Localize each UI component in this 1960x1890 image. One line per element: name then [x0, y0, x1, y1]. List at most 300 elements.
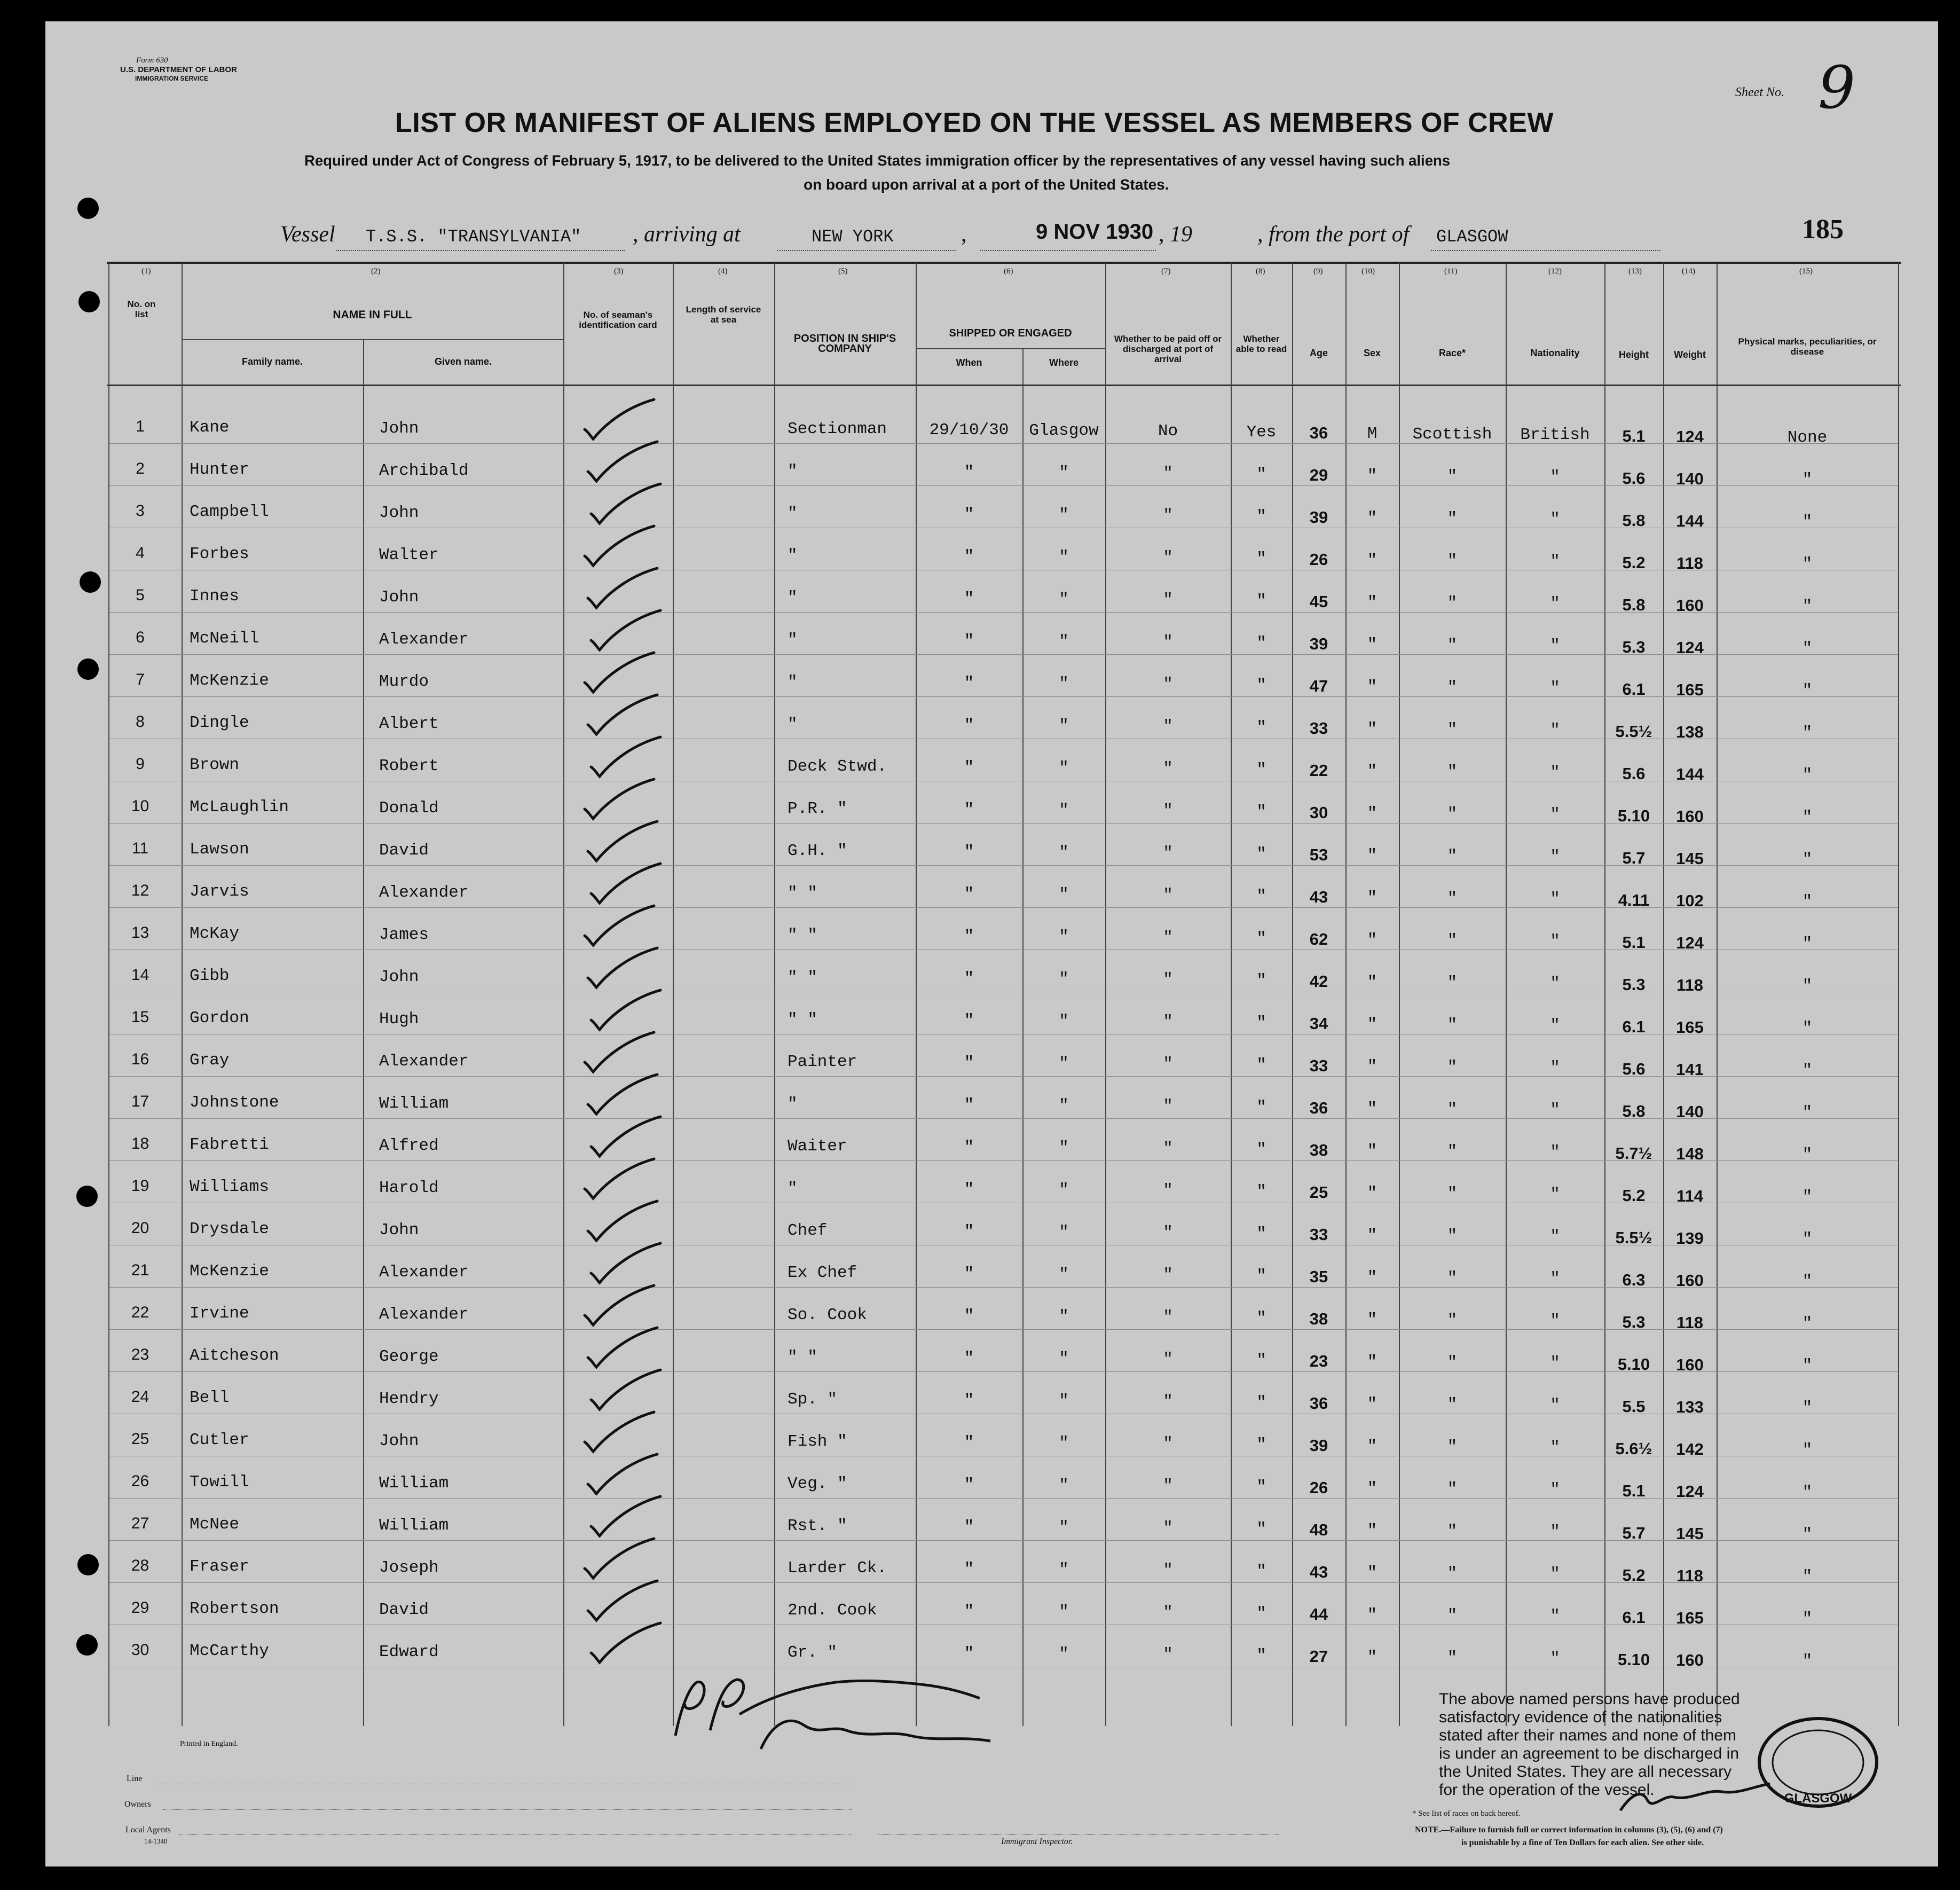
age: 39	[1309, 634, 1328, 653]
able-to-read: "	[1256, 1436, 1266, 1454]
height: 5.8	[1622, 595, 1646, 614]
height: 5.10	[1617, 806, 1650, 825]
col-line	[563, 263, 564, 1726]
service: IMMIGRATION SERVICE	[135, 75, 208, 82]
shipped-where: "	[1059, 801, 1069, 820]
sex: "	[1367, 804, 1377, 823]
nationality: British	[1520, 426, 1590, 444]
check-mark-icon	[579, 1282, 659, 1330]
weight: 148	[1676, 1144, 1704, 1163]
nationality: "	[1550, 890, 1560, 908]
weight: 145	[1676, 1524, 1704, 1543]
header-weight: Weight	[1674, 349, 1706, 360]
shipped-when: "	[964, 1180, 974, 1199]
paid-off: "	[1163, 928, 1173, 947]
height: 5.5½	[1615, 722, 1652, 741]
sex: "	[1367, 889, 1377, 907]
header-bottom-rule	[107, 385, 1901, 386]
family-name: Williams	[190, 1178, 269, 1196]
position: "	[788, 715, 798, 734]
subtitle-line-1: Required under Act of Congress of February 5, 1917, to be delivered to the United States immigration officer by the representatives of any vessel having such aliens	[304, 152, 1451, 169]
certificate-line: satisfactory evidence of the nationalities	[1439, 1708, 1722, 1726]
arriving-label: , arriving at	[633, 222, 741, 247]
row-number: 13	[131, 924, 149, 942]
race: "	[1447, 1353, 1458, 1372]
nationality: "	[1550, 552, 1560, 571]
shipped-where: "	[1059, 464, 1069, 482]
shipped-when: "	[964, 590, 974, 608]
family-name: Dingle	[190, 713, 249, 732]
shipped-where: "	[1059, 1181, 1069, 1199]
given-name: Donald	[379, 799, 439, 818]
col-number: (5)	[838, 267, 848, 276]
weight: 118	[1676, 1566, 1703, 1585]
physical-marks: "	[1802, 1314, 1813, 1333]
col-line	[182, 263, 183, 1726]
col-number: (12)	[1548, 267, 1562, 276]
punch-hole	[78, 291, 100, 312]
position: "	[788, 631, 798, 649]
row-number: 18	[131, 1135, 149, 1152]
check-mark-icon	[579, 903, 659, 951]
paid-off: "	[1163, 1224, 1173, 1242]
given-name: Hugh	[379, 1010, 419, 1029]
punch-hole	[76, 1186, 98, 1207]
position: Sp. "	[788, 1390, 838, 1409]
arriving-underline	[777, 250, 956, 251]
check-mark-icon	[583, 1198, 663, 1246]
able-to-read: "	[1256, 1562, 1266, 1581]
nationality: "	[1550, 1227, 1560, 1246]
able-to-read: "	[1256, 1520, 1266, 1539]
weight: 124	[1676, 638, 1704, 657]
given-name: Alexander	[379, 1305, 469, 1324]
header-where: Where	[1049, 357, 1079, 368]
sex: "	[1367, 1564, 1377, 1582]
weight: 140	[1676, 469, 1704, 488]
header-nationality: Nationality	[1530, 348, 1580, 358]
race: "	[1447, 1142, 1458, 1161]
race: "	[1447, 552, 1458, 570]
sex: "	[1367, 593, 1377, 612]
family-name: McNee	[190, 1515, 240, 1534]
agents-label: Local Agents	[125, 1825, 171, 1834]
physical-marks: "	[1802, 892, 1813, 911]
position: G.H. "	[788, 842, 847, 860]
sex: "	[1367, 1395, 1377, 1414]
position: " "	[788, 1348, 817, 1367]
shipped-where: "	[1059, 928, 1069, 946]
sex: "	[1367, 678, 1377, 696]
able-to-read: "	[1256, 718, 1266, 737]
weight: 165	[1676, 1609, 1704, 1627]
race: "	[1447, 763, 1458, 781]
nationality: "	[1550, 1607, 1560, 1626]
row-number: 22	[131, 1304, 149, 1321]
shipped-where: "	[1059, 970, 1069, 989]
form-code: 14-1340	[144, 1837, 168, 1845]
position: "	[788, 1095, 798, 1113]
physical-marks: "	[1802, 1272, 1813, 1291]
sex: "	[1367, 846, 1377, 865]
paid-off: "	[1163, 591, 1173, 609]
position: "	[788, 1179, 798, 1198]
shipped-where: "	[1059, 1645, 1069, 1664]
weight: 142	[1676, 1440, 1704, 1458]
able-to-read: "	[1256, 887, 1266, 906]
position: Gr. "	[788, 1643, 838, 1662]
check-mark-icon	[586, 734, 666, 782]
header-sex: Sex	[1363, 348, 1381, 358]
physical-marks: "	[1802, 1356, 1813, 1375]
shipped-where: "	[1059, 1139, 1069, 1157]
nationality: "	[1550, 848, 1560, 866]
shipped-where: "	[1059, 843, 1069, 862]
shipped-where: "	[1059, 675, 1069, 693]
given-name: Alfred	[379, 1136, 439, 1155]
weight: 124	[1676, 427, 1704, 446]
shipped-where: "	[1059, 1518, 1069, 1537]
nationality: "	[1550, 679, 1560, 697]
paid-off: "	[1163, 1139, 1173, 1158]
able-to-read: "	[1256, 971, 1266, 990]
height: 5.7	[1622, 849, 1646, 867]
position: Waiter	[788, 1137, 847, 1156]
shipped-when: "	[964, 1518, 974, 1536]
able-to-read: Yes	[1246, 423, 1277, 442]
position: Veg. "	[788, 1475, 847, 1493]
family-name: Cutler	[190, 1431, 249, 1449]
paid-off: "	[1163, 506, 1173, 525]
paid-off: "	[1163, 1097, 1173, 1116]
nationality: "	[1550, 1396, 1560, 1415]
race: "	[1447, 1438, 1458, 1456]
age: 33	[1309, 719, 1328, 738]
check-mark-icon	[579, 1029, 659, 1077]
given-name: William	[379, 1094, 449, 1113]
paid-off: "	[1163, 886, 1173, 905]
punch-hole	[77, 198, 99, 219]
nationality: "	[1550, 974, 1560, 993]
header-marks: Physical marks, peculiarities, or disease	[1738, 336, 1877, 357]
able-to-read: "	[1256, 634, 1266, 653]
col-number: (10)	[1361, 267, 1375, 276]
sex: M	[1367, 425, 1377, 443]
shipped-when: "	[964, 1602, 974, 1621]
paid-off: "	[1163, 1519, 1173, 1538]
col-number: (11)	[1444, 267, 1458, 276]
given-name: John	[379, 419, 419, 438]
weight: 144	[1676, 512, 1704, 530]
sex: "	[1367, 931, 1377, 950]
shipped-where: "	[1059, 1434, 1069, 1453]
row-number: 4	[136, 544, 145, 562]
sex: "	[1367, 1015, 1377, 1034]
able-to-read: "	[1256, 550, 1266, 568]
shipped-where: "	[1059, 1223, 1069, 1242]
sex: "	[1367, 1184, 1377, 1203]
able-to-read: "	[1256, 1056, 1266, 1075]
given-name: David	[379, 1601, 429, 1619]
race: "	[1447, 1185, 1458, 1203]
weight: 124	[1676, 934, 1704, 952]
weight: 144	[1676, 765, 1704, 783]
header-race: Race*	[1438, 348, 1466, 358]
family-name: Hunter	[190, 460, 249, 479]
race: "	[1447, 1649, 1458, 1667]
header-seaman-card: No. of seaman's identification card	[579, 310, 657, 330]
weight: 141	[1676, 1060, 1704, 1079]
height: 6.1	[1622, 680, 1646, 699]
able-to-read: "	[1256, 929, 1266, 948]
col-line	[916, 263, 917, 1726]
family-name: Johnstone	[190, 1093, 279, 1112]
shipped-where: Glasgow	[1029, 421, 1099, 440]
shipped-when: "	[964, 505, 974, 524]
sex: "	[1367, 1479, 1377, 1498]
physical-marks: "	[1802, 1525, 1813, 1544]
shipped-when: "	[964, 1476, 974, 1494]
paid-off: "	[1163, 675, 1173, 694]
row-number: 29	[131, 1599, 149, 1617]
check-mark-icon	[586, 607, 666, 655]
vessel-underline	[336, 250, 625, 251]
shipped-where: "	[1059, 1476, 1069, 1495]
shipped-when: "	[964, 716, 974, 735]
paid-off: "	[1163, 633, 1173, 652]
age: 36	[1309, 1394, 1328, 1413]
age: 34	[1309, 1014, 1328, 1033]
check-mark-icon	[586, 1113, 666, 1162]
weight: 165	[1676, 680, 1704, 699]
race: "	[1447, 720, 1458, 739]
shipped-when: "	[964, 801, 974, 819]
shipped-when: "	[964, 547, 974, 566]
family-name: Drysdale	[190, 1220, 269, 1238]
race: "	[1447, 1100, 1458, 1119]
position: Chef	[788, 1221, 828, 1240]
row-number: 30	[131, 1641, 149, 1659]
paid-off: "	[1163, 1266, 1173, 1284]
family-name: McCarthy	[190, 1642, 269, 1660]
date-underline	[980, 250, 1156, 251]
given-name: Edward	[379, 1643, 439, 1661]
height: 5.7	[1622, 1524, 1646, 1542]
weight: 118	[1676, 1313, 1703, 1332]
form-number: Form 630	[136, 56, 168, 65]
printed-note: Printed in England.	[180, 1740, 238, 1748]
certificate-line: stated after their names and none of them	[1439, 1727, 1737, 1744]
race: "	[1447, 847, 1458, 866]
able-to-read: "	[1256, 1182, 1266, 1201]
able-to-read: "	[1256, 1351, 1266, 1370]
nationality: "	[1550, 1480, 1560, 1499]
row-number: 14	[131, 966, 149, 984]
race: "	[1447, 1564, 1458, 1583]
header-paid-off: Whether to be paid off or discharged at port of arrival	[1114, 334, 1222, 364]
header-age: Age	[1309, 348, 1328, 358]
paid-off: "	[1163, 802, 1173, 820]
row-number: 20	[131, 1219, 149, 1237]
family-name: Irvine	[190, 1304, 249, 1323]
sex: "	[1367, 467, 1377, 485]
weight: 118	[1676, 554, 1703, 573]
race: "	[1447, 1269, 1458, 1288]
age: 42	[1309, 972, 1328, 991]
row-number: 5	[136, 586, 145, 604]
nationality: "	[1550, 1143, 1560, 1162]
able-to-read: "	[1256, 1014, 1266, 1032]
check-mark-icon	[586, 860, 666, 908]
weight: 124	[1676, 1482, 1704, 1501]
sex: "	[1367, 720, 1377, 739]
nationality: "	[1550, 1523, 1560, 1541]
weight: 145	[1676, 849, 1704, 868]
paid-off: No	[1158, 422, 1178, 441]
able-to-read: "	[1256, 1225, 1266, 1243]
weight: 114	[1676, 1187, 1703, 1205]
able-to-read: "	[1256, 1646, 1266, 1665]
given-name: Alexander	[379, 883, 469, 902]
check-mark-icon	[586, 1493, 666, 1541]
height: 5.6½	[1615, 1439, 1652, 1458]
race: "	[1447, 1606, 1458, 1625]
position: Deck Stwd.	[788, 757, 887, 776]
paid-off: "	[1163, 464, 1173, 483]
row-number: 16	[131, 1050, 149, 1068]
physical-marks: "	[1802, 808, 1813, 827]
height: 5.8	[1622, 511, 1646, 530]
shipped-where: "	[1059, 1054, 1069, 1073]
height: 5.6	[1622, 1060, 1646, 1078]
position: " "	[788, 884, 817, 903]
shipped-when: "	[964, 1433, 974, 1452]
weight: 118	[1676, 976, 1703, 994]
col-number: (3)	[614, 267, 624, 276]
shipped-where: "	[1059, 759, 1069, 778]
header-shipped: SHIPPED OR ENGAGED	[949, 327, 1072, 339]
col-line	[1898, 263, 1899, 1726]
height: 6.3	[1622, 1271, 1646, 1289]
age: 38	[1309, 1309, 1328, 1328]
punch-hole	[77, 1554, 99, 1575]
age: 23	[1309, 1352, 1328, 1370]
paid-off: "	[1163, 844, 1173, 862]
sex: "	[1367, 1311, 1377, 1329]
position: " "	[788, 926, 817, 945]
from-port-label: , from the port of	[1257, 222, 1410, 247]
physical-marks: "	[1802, 513, 1813, 531]
height: 5.2	[1622, 553, 1646, 572]
position: Painter	[788, 1053, 857, 1071]
check-mark-icon	[583, 565, 663, 613]
manifest-title: LIST OR MANIFEST OF ALIENS EMPLOYED ON THE VESSEL AS MEMBERS OF CREW	[395, 107, 1554, 138]
inspector-label: Immigrant Inspector.	[1001, 1837, 1073, 1846]
vessel-label: Vessel	[280, 222, 335, 247]
weight: 140	[1676, 1102, 1704, 1121]
header-height: Height	[1619, 349, 1649, 360]
col-line	[774, 263, 775, 1726]
check-mark-icon	[583, 438, 663, 487]
physical-marks: "	[1802, 1188, 1813, 1206]
height: 5.5	[1622, 1397, 1646, 1416]
row-number: 28	[131, 1557, 149, 1574]
nationality: "	[1550, 721, 1560, 740]
weight: 160	[1676, 1651, 1704, 1669]
position: "	[788, 589, 798, 607]
physical-marks: "	[1802, 1652, 1813, 1671]
weight: 102	[1676, 891, 1704, 910]
sheet-label: Sheet No.	[1735, 85, 1784, 99]
paid-off: "	[1163, 1561, 1173, 1580]
age: 25	[1309, 1183, 1328, 1202]
sex: "	[1367, 973, 1377, 992]
sex: "	[1367, 762, 1377, 781]
age: 29	[1309, 466, 1328, 484]
position: 2nd. Cook	[788, 1601, 877, 1620]
row-number: 8	[136, 713, 145, 731]
row-number: 6	[136, 629, 145, 646]
check-mark-icon	[579, 649, 659, 697]
inspector-underline	[878, 1834, 1279, 1835]
paid-off: "	[1163, 1350, 1173, 1369]
given-name: Murdo	[379, 672, 429, 691]
shipped-where: "	[1059, 1096, 1069, 1115]
shipped-header-rule	[916, 348, 1105, 349]
height: 6.1	[1622, 1608, 1646, 1627]
position: Sectionman	[788, 420, 887, 438]
able-to-read: "	[1256, 592, 1266, 610]
family-name: McKay	[190, 924, 240, 943]
agent-signature	[1615, 1773, 1775, 1821]
shipped-where: "	[1059, 1265, 1069, 1284]
check-mark-icon	[583, 1578, 663, 1626]
header-family-name: Family name.	[241, 356, 303, 367]
col-number: (7)	[1161, 267, 1171, 276]
weight: 160	[1676, 1355, 1704, 1374]
col-number: (9)	[1313, 267, 1323, 276]
shipped-when: "	[964, 1054, 974, 1072]
race: "	[1447, 805, 1458, 824]
age: 33	[1309, 1225, 1328, 1244]
vessel-name: T.S.S. "TRANSYLVANIA"	[366, 227, 581, 247]
comma: ,	[961, 222, 967, 247]
position: "	[788, 673, 798, 692]
race: "	[1447, 509, 1458, 528]
col-number: (8)	[1256, 267, 1265, 276]
paid-off: "	[1163, 1645, 1173, 1664]
family-name: McLaughlin	[190, 798, 289, 817]
given-name: Robert	[379, 757, 439, 775]
height: 5.3	[1622, 1313, 1646, 1331]
physical-marks: None	[1787, 428, 1828, 447]
height: 5.1	[1622, 933, 1646, 952]
col-number: (15)	[1799, 267, 1813, 276]
nationality: "	[1550, 1354, 1560, 1373]
check-mark-icon	[579, 396, 659, 444]
age: 35	[1309, 1267, 1328, 1286]
family-name: Fraser	[190, 1557, 249, 1576]
able-to-read: "	[1256, 1098, 1266, 1117]
weight: 133	[1676, 1398, 1704, 1416]
paid-off: "	[1163, 1181, 1173, 1200]
row-number: 19	[131, 1177, 149, 1195]
physical-marks: "	[1802, 977, 1813, 995]
nationality: "	[1550, 1269, 1560, 1288]
shipped-when: "	[964, 843, 974, 861]
able-to-read: "	[1256, 1604, 1266, 1623]
col-number: (4)	[718, 267, 728, 276]
